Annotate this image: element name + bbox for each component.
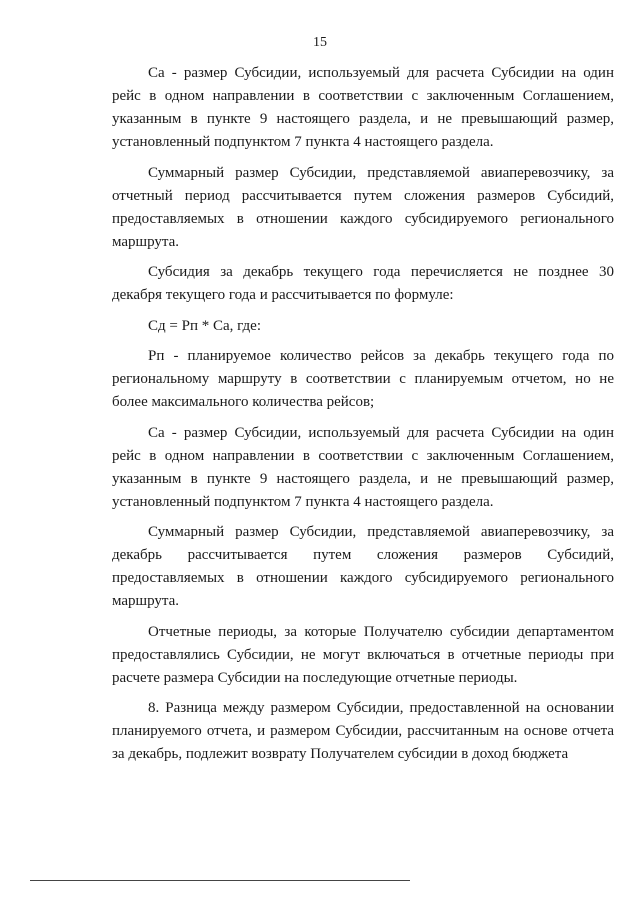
paragraph-total-december: Суммарный размер Субсидии, представляемой авиаперевозчику, за декабрь рассчитывается путем сложения размеров Субсидий, предоставляемых в отношении каждого субсидируемого регионального маршрута.: [112, 524, 614, 609]
paragraph-reporting-periods: Отчетные периоды, за которые Получателю субсидии департаментом предоставлялись Субсидии, не могут включаться в отчетные периоды при расчете размера Субсидии на последующие отчетные периоды.: [112, 623, 614, 686]
document-body: [112, 62, 614, 774]
paragraph-formula: Сд = Рп * Са, где:: [148, 317, 261, 334]
footer-rule: [30, 880, 410, 881]
page-number: 15: [313, 35, 327, 50]
paragraph-total-period: Суммарный размер Субсидии, представляемой авиаперевозчику, за отчетный период рассчитывается путем сложения размеров Субсидий, предоставляемых в отношении каждого субсидируемого регионального маршрута.: [112, 164, 614, 250]
paragraph-item-8: 8. Разница между размером Субсидии, предоставленной на основании планируемого отчета, и размером Субсидии, рассчитанным на основе отчета за декабрь, подлежит возврату Получателем субсидии в доход бюджета: [112, 700, 614, 762]
paragraph-rp-definition: Рп - планируемое количество рейсов за декабрь текущего года по региональному маршруту в соответствии с планируемым отчетом, но не более максимального количества рейсов;: [112, 348, 614, 410]
paragraph-december-subsidy: Субсидия за декабрь текущего года перечисляется не позднее 30 декабря текущего года и рассчитывается по формуле:: [112, 264, 614, 303]
paragraph-ca-definition: Са - размер Субсидии, используемый для расчета Субсидии на один рейс в одном направлении в соответствии с заключенным Соглашением, указанным в пункте 9 настоящего раздела, и не превышающий размер, установленный подпунктом 7 пункта 4 настоящего раздела.: [112, 65, 614, 150]
paragraph-ca-definition-2: Са - размер Субсидии, используемый для расчета Субсидии на один рейс в одном направлении в соответствии с заключенным Соглашением, указанным в пункте 9 настоящего раздела, и не превышающий размер, установленный подпунктом 7 пункта 4 настоящего раздела.: [112, 424, 614, 510]
